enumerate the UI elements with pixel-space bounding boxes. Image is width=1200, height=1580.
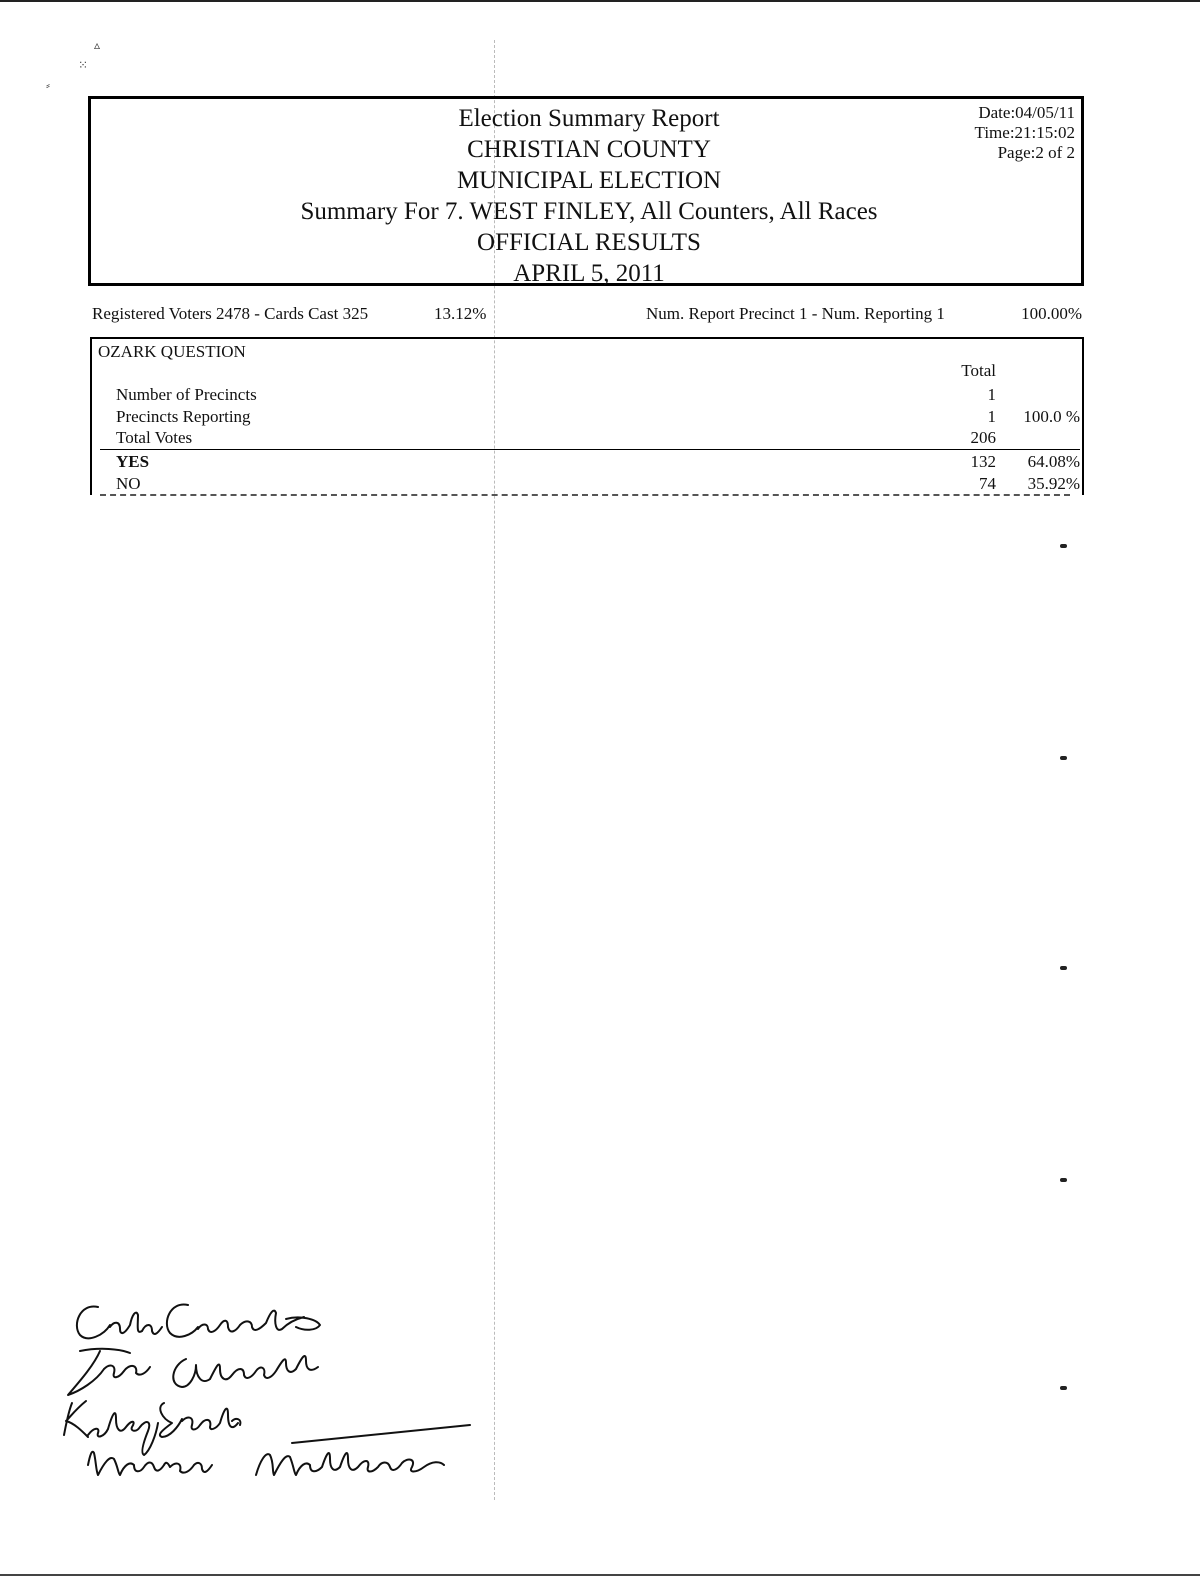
race-section [90, 337, 1084, 495]
report-title: Election Summary Report [458, 105, 720, 132]
scan-speck [1060, 1178, 1067, 1182]
county-name: CHRISTIAN COUNTY [467, 136, 711, 163]
scan-mark: ⁙ [78, 58, 89, 72]
report-header [88, 96, 1084, 286]
race-title: OZARK QUESTION [98, 342, 246, 361]
stat-percent: 100.0 % [1023, 407, 1080, 426]
report-meta [975, 103, 1075, 163]
stat-row [92, 385, 1086, 407]
choice-row [92, 474, 1086, 496]
choice-votes: 74 [979, 474, 996, 493]
race-box-bottom-edge [100, 494, 1070, 496]
turnout-percent: 13.12% [434, 304, 487, 323]
results-status: OFFICIAL RESULTS [477, 229, 701, 256]
signatures [60, 1295, 480, 1495]
choice-label: YES [116, 452, 150, 471]
total-column-header: Total [961, 361, 996, 380]
choice-percent: 64.08% [1027, 452, 1080, 471]
signature-marian-matthews [88, 1425, 470, 1475]
stat-row [92, 407, 1086, 429]
precinct-report: Num. Report Precinct 1 - Num. Reporting 1 [646, 304, 945, 323]
choice-votes: 132 [970, 452, 996, 471]
report-page: Page:2 of 2 [997, 143, 1075, 162]
report-time: Time:21:15:02 [974, 123, 1075, 142]
choices-divider [100, 449, 1080, 450]
stat-value: 206 [970, 428, 996, 447]
choice-percent: 35.92% [1027, 474, 1080, 493]
scan-mark: ⸗ [46, 78, 50, 92]
stat-label: Number of Precincts [116, 385, 257, 404]
choice-row [92, 452, 1086, 474]
scan-top-edge [0, 0, 1200, 2]
stat-label: Total Votes [116, 428, 193, 447]
election-name: MUNICIPAL ELECTION [456, 167, 722, 194]
report-date: Date:04/05/11 [978, 103, 1075, 122]
signature-kelsey-lock [64, 1401, 240, 1455]
stat-value: 1 [987, 407, 996, 426]
election-date: APRIL 5, 2011 [513, 260, 665, 287]
stat-row [92, 428, 1086, 450]
stat-value: 1 [987, 385, 996, 404]
scan-speck [1060, 966, 1067, 970]
scan-speck [1060, 756, 1067, 760]
reporting-percent: 100.00% [1021, 304, 1082, 323]
choice-label: NO [116, 474, 141, 493]
signature-carla-calvert [77, 1305, 320, 1339]
scan-speck [1060, 1386, 1067, 1390]
scan-mark: ▵ [94, 38, 101, 52]
total-header-row [92, 361, 1086, 383]
report-title-block [91, 103, 1087, 289]
summary-for: Summary For 7. WEST FINLEY, All Counters, All Races [300, 198, 878, 225]
scan-bottom-edge [0, 1574, 1200, 1576]
stat-label: Precincts Reporting [116, 407, 251, 426]
signature-lisa-russell [68, 1349, 318, 1395]
registered-cards: Registered Voters 2478 - Cards Cast 325 [92, 304, 369, 323]
scan-speck [1060, 544, 1067, 548]
